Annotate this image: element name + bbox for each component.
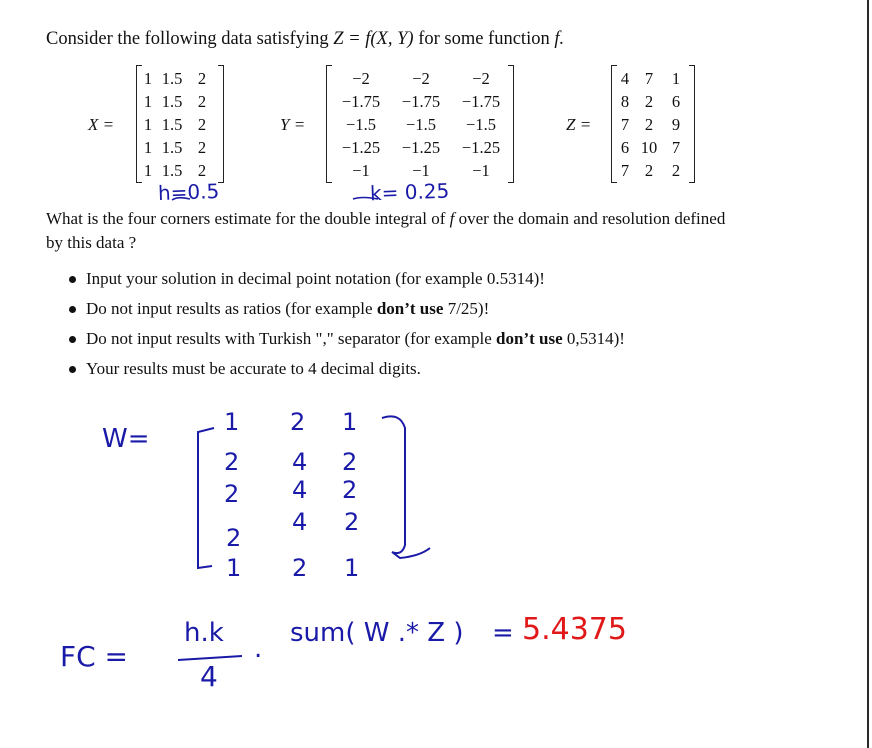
matrix-cell: −1.75 <box>401 92 441 111</box>
w-cell: 2 <box>226 524 242 552</box>
matrix-cell: −1.5 <box>406 115 436 134</box>
underline-stroke <box>353 198 378 200</box>
w-right-bracket <box>382 416 430 558</box>
matrix-cell: 1 <box>143 161 153 180</box>
matrix-cell: −1.5 <box>346 115 376 134</box>
matrix-cell: 1.5 <box>161 161 183 180</box>
instruction-item: Do not input results with Turkish "," separator (for example don’t use 0,5314)! <box>66 324 846 354</box>
question-line-2: by this data ? <box>46 233 137 252</box>
matrix-cell: −1.75 <box>341 92 381 111</box>
w-cell: 1 <box>344 554 360 582</box>
matrix-cell: 7 <box>644 69 654 88</box>
w-cell: 2 <box>344 508 360 536</box>
matrix-cell: 1 <box>143 92 153 111</box>
matrix-cell: −1.5 <box>466 115 496 134</box>
multiply-dot: . <box>254 634 263 664</box>
question-line-1: What is the four corners estimate for the double integral of <box>46 209 446 228</box>
w-cell: 2 <box>292 554 308 582</box>
matrix-cell: 2 <box>197 138 207 157</box>
matrix-cell: 2 <box>197 161 207 180</box>
matrix-cell: 1 <box>143 69 153 88</box>
w-cell: 2 <box>224 448 240 476</box>
matrix-cell: 7 <box>620 115 630 134</box>
question-function-var: f <box>449 209 455 228</box>
matrix-cell: −2 <box>472 69 490 88</box>
matrix-cell: 2 <box>197 69 207 88</box>
w-cell: 1 <box>226 554 242 582</box>
instruction-item: Input your solution in decimal point notation (for example 0.5314)! <box>66 264 846 294</box>
matrix-cell: 1 <box>671 69 681 88</box>
matrix-cell: 8 <box>620 92 630 111</box>
matrix-cell: 2 <box>671 161 681 180</box>
underline-stroke <box>172 198 190 200</box>
matrix-cell: 2 <box>644 161 654 180</box>
matrix-cell: 4 <box>620 69 630 88</box>
matrix-cell: −1.25 <box>341 138 381 157</box>
fraction-numerator: h.k <box>184 618 224 648</box>
matrix-cell: 2 <box>644 92 654 111</box>
fc-label: FC = <box>60 640 129 673</box>
handwritten-h-note: h=0.5 <box>157 178 220 206</box>
w-cell: 1 <box>342 408 358 436</box>
matrix-x-label: X = <box>88 115 115 134</box>
matrix-cell: 10 <box>640 138 658 157</box>
w-matrix <box>212 408 382 588</box>
intro-function-name: f. <box>554 29 565 49</box>
result-value: 5.4375 <box>522 612 627 647</box>
handwritten-k-note: k= 0.25 <box>369 178 450 206</box>
w-cell: 4 <box>292 476 308 504</box>
matrix-cell: 2 <box>197 115 207 134</box>
matrix-cell: −2 <box>352 69 370 88</box>
fraction-denominator: 4 <box>200 660 218 693</box>
matrix-cell: 7 <box>620 161 630 180</box>
instruction-item: Do not input results as ratios (for example don’t use 7/25)! <box>66 294 846 324</box>
matrix-cell: 2 <box>197 92 207 111</box>
matrix-cell: −1 <box>472 161 490 180</box>
matrix-cell: 9 <box>671 115 681 134</box>
matrix-cell: −1.75 <box>461 92 501 111</box>
matrix-cell: 1 <box>143 138 153 157</box>
w-cell: 2 <box>290 408 306 436</box>
w-cell: 4 <box>292 448 308 476</box>
instruction-item: Your results must be accurate to 4 decimal digits. <box>66 354 846 384</box>
matrix-cell: −2 <box>412 69 430 88</box>
matrix-cell: 1 <box>143 115 153 134</box>
matrix-y-label: Y = <box>280 115 306 134</box>
w-label: W= <box>102 424 150 454</box>
matrix-cell: 1.5 <box>161 69 183 88</box>
w-cell: 2 <box>224 480 240 508</box>
matrix-cell: 7 <box>671 138 681 157</box>
matrix-cell: −1.25 <box>461 138 501 157</box>
sum-expression: sum( W .* Z ) <box>290 618 464 648</box>
w-cell: 2 <box>342 448 358 476</box>
matrix-cell: 1.5 <box>161 92 183 111</box>
matrix-cell: 1.5 <box>161 115 183 134</box>
intro-equation: Z = f(X, Y) <box>333 29 414 49</box>
matrix-cell: −1 <box>412 161 430 180</box>
equals-sign: = <box>492 618 514 648</box>
w-cell: 1 <box>224 408 240 436</box>
matrix-cell: 2 <box>644 115 654 134</box>
w-cell: 2 <box>342 476 358 504</box>
question-line-1-rest: over the domain and resolution defined <box>458 209 726 228</box>
matrix-cell: −1 <box>352 161 370 180</box>
matrix-cell: −1.25 <box>401 138 441 157</box>
matrix-z-label: Z = <box>566 115 592 134</box>
w-cell: 4 <box>292 508 308 536</box>
matrix-cell: 6 <box>620 138 630 157</box>
matrix-cell: 1.5 <box>161 138 183 157</box>
matrix-cell: 6 <box>671 92 681 111</box>
intro-text: Consider the following data satisfying <box>46 29 329 49</box>
intro-suffix: for some function <box>418 29 550 49</box>
